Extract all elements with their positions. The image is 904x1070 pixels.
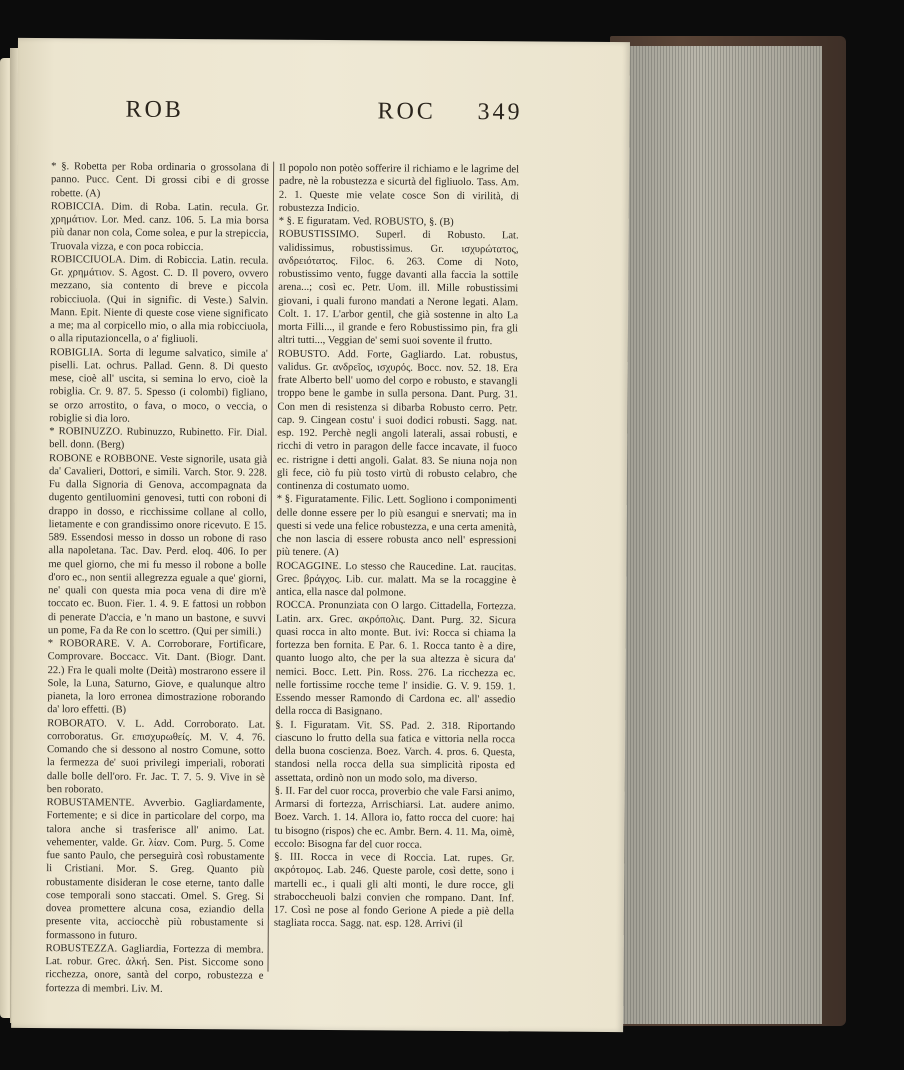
column-divider <box>267 162 274 972</box>
entry-paragraph: * ROBORARE. V. A. Corroborare, Fortificare, Comprovare. Boccacc. Vit. Dant. (Biogr. Dant. 22.) Fra le quali molte (Deità) mostrarono essere il Sole, la Luna, Saturno, Giove, e qualunque altro pianeta, la loro erronea dimostrazione roborando da' loro effetti. (B) <box>47 638 266 716</box>
entry-paragraph: ROBUSTISSIMO. Superl. di Robusto. Lat. validissimus, robustissimus. Gr. ισχυρώτατος, ανδρειότατος. Filoc. 6. 263. Come di Noto, robustissimo vento, fugge davanti alla faccia la sottile arena...; così ec. Petr. Uom. ill. Mille robustissimi giovani, i quali furono mandati a Nerone legati. Alam. Colt. 1. 17. L'arbor gentil, che già sostenne in alto La morta Filli..., il grande e fero Robustissimo pin, fra gli altri tutti..., Veggian de' semi suoi sovente il frutto. <box>277 228 519 348</box>
page-block-edges <box>612 46 822 1024</box>
entry-paragraph: §. II. Far del cuor rocca, proverbio che vale Farsi animo, Armarsi di fortezza, Arrischiarsi. Lat. audere animo. Boez. Varch. 1. 14. Allora io, fatto rocca del cuore: hai tu bisogno (rispos) che ec. Ambr. Bern. 4. 11. Ma, oimè, eccolo: Bisogna far del cuor rocca. <box>274 785 515 851</box>
entry-paragraph: * §. Figuratamente. Filic. Lett. Sogliono i componimenti delle donne essere per lo più esangui e snervati; ma in questi si vede una felice robustezza, e una certa amenità, che non lascia di essere robusta anco nell' espressioni più tenere. (A) <box>276 493 517 559</box>
entry-paragraph: ROBORATO. V. L. Add. Corroborato. Lat. corroboratus. Gr. επισχυρωθείς. M. V. 4. 76. Comando che si dessono al nostro Comune, sotto la fermezza de' suoi privilegi imperiali, roborati dalle bolle dell'oro. Fr. Jac. T. 7. 5. 9. Vive in sè ben roborato. <box>46 717 266 796</box>
header-right-guideword: ROC <box>377 98 436 125</box>
entry-paragraph: Il popolo non potèo sofferire il richiamo e le lagrime del padre, nè la robustezza e sicurtà del figliuolo. Tass. Am. 2. 1. Queste mie velate cosce Son di virilità, di robustezza Indicio. <box>278 162 520 215</box>
entry-paragraph: ROBICCIA. Dim. di Roba. Latin. recula. Gr. χρημάτιον. Lor. Med. canz. 106. 5. La mia borsa più danar non cola, Come solea, e pur la strepiccia, Truovala vizza, e con poca robiccia. <box>50 200 269 253</box>
entry-paragraph: ROBICCIUOLA. Dim. di Robiccia. Latin. recula. Gr. χρημάτιον. S. Agost. C. D. Il povero, ovvero mezzano, sia contento di breve e piccola robicciuola. (Qui in signific. di Veste.) Salvin. Mann. Epit. Niente di queste cose viene significato a me; ma al corpicello mio, o alla mia robicciuola, o alla riputazioncella, o a' figliuoli. <box>49 253 269 346</box>
entry-paragraph: ROBUSTAMENTE. Avverbio. Gagliardamente, Fortemente; e si dice in particolare del corpo, ma talora anche si trasferisce all' animo. Lat. vehementer, valde. Gr. λίαν. Com. Purg. 5. Come fue santo Paulo, che perseguirà così robustamente li Cristiani. Mor. S. Greg. Quanto più robustamente disideran le cose eterne, tanto dalle cose temporali sono staccati. Omel. S. Greg. Si dovea promettere alcuna cosa, eziandio della presente vita, acciocchè più robustamente si formassono in futuro. <box>45 797 265 942</box>
entry-paragraph: ROBUSTO. Add. Forte, Gagliardo. Lat. robustus, validus. Gr. ανδρεῖος, ισχυρός. Bocc. nov. 52. 18. Era frate Alberto bell' uomo del corpo e robusto, e stavangli troppo bene le gambe in sulla persona. Dant. Purg. 31. Con men di resistenza si dibarba Robusto cerro. Petr. cap. 9. Cingean costu' i suoi dodici robusti. Sagg. nat. esp. 192. Perchè negli angoli laterali, assai robusti, e ricchi di vetro in paragon delle facce incavate, il fuoco ec. ristrigne i detti angoli. Galat. 83. Se niuna noja non gli fece, ciò fu più tosto virtù di robusto celabro, che continenza di costumato uomo. <box>276 348 518 493</box>
entry-paragraph: ROBUSTEZZA. Gagliardia, Fortezza di membra. Lat. robur. Grec. ἀλκή. Sen. Pist. Siccome sono ricchezza, onore, santà del corpo, robustezza e fortezza di membri. Liv. M. <box>45 942 264 995</box>
entry-paragraph: * §. E figuratam. Ved. ROBUSTO, §. (B) <box>278 215 454 228</box>
entry-paragraph: ROCAGGINE. Lo stesso che Raucedine. Lat. raucitas. Grec. βράγχος. Lib. cur. malatt. Ma se la rocaggine è antica, ella nasce dal polmone. <box>276 560 517 599</box>
page-number: 349 <box>477 99 523 126</box>
entry-paragraph: §. I. Figuratam. Vit. SS. Pad. 2. 318. Riportando ciascuno lo frutto della sua fatica e vittoria nella rocca della buona coscienza. Boez. Varch. 4. pros. 6. Questa, standosi nella rocca della sua simplicità riposta ed assettata, ordinò non un modo solo, ma diverso. <box>274 719 516 785</box>
entry-paragraph: ROBIGLIA. Sorta di legume salvatico, simile a' piselli. Lat. ochrus. Pallad. Genn. 8. Di questo mese, cioè all' uscita, si semina lo ervo, cioè la robiglia. Cr. 9. 87. 5. Spesso (i colombi) figliano, se orzo arrostito, o fava, o moco, o veccia, o robiglie si dia loro. <box>49 346 268 425</box>
entry-paragraph: ROCCA. Pronunziata con O largo. Cittadella, Fortezza. Latin. arx. Grec. ακρόπολις. Dant. Purg. 32. Sicura quasi rocca in alto monte. But. ivi: Rocca si chiama la fortezza ben fornita. E Par. 6. 1. Rocca tanto è a dire, quanto luogo alto, che per la sua altezza è sicura da' nemici. Bocc. Lett. Pin. Ross. 276. La ricchezza ec. nelle fortissime rocche teme l' insidie. G. V. 9. 159. 1. Essendo messer Ramondo di Cardona ec. all' assedio della rocca di Basignano. <box>275 599 517 718</box>
left-column <box>45 160 269 996</box>
entry-paragraph: * ROBINUZZO. Rubinuzzo, Rubinetto. Fir. Dial. bell. donn. (Berg) <box>49 426 268 451</box>
entry-paragraph: * §. Robetta per Roba ordinaria o grossolana di panno. Pucc. Cent. Di grossi cibi e di grosse robette. (A) <box>50 161 270 199</box>
dictionary-page <box>11 38 630 1032</box>
running-header <box>17 96 629 140</box>
entry-paragraph: §. III. Rocca in vece di Roccia. Lat. rupes. Gr. ακρότομος. Lab. 246. Queste parole, così dette, sono i martelli ec., i quali gli alti monti, le dure rocce, gli straboccheuoli balzi convien che rompano. Dant. Inf. 17. Così ne pose al fondo Gerione A piede a piè della stagliata rocca. Sagg. nat. esp. 128. Arrivi (il <box>273 851 515 931</box>
right-column <box>274 162 519 932</box>
header-left-guideword: ROB <box>125 96 184 124</box>
entry-paragraph: ROBONE e ROBBONE. Veste signorile, usata già da' Cavalieri, Dottori, e simili. Varch. Stor. 9. 228. Fu dalla Signoria di Genova, accompagnata da dugento gentiluomini genovesi, tutti con roboni di drappo in dosso, e ricchissime collane al collo, lietamente e con grandissimo onore ricevuto. E 15. 589. Essendosi messo in dosso un robone di raso alla napoletana. Tac. Dav. Perd. eloq. 406. Io per me quel giorno, che mi fu messo il robone a bolle d'oro ec., non sentii allegrezza eguale a que' giorni, ne' quali con questa mia poca vena di dire m'è toccato ec. Buon. Fier. 1. 4. 9. E fattosi un robbon di penerate D'accia, e 'n mano un bastone, e suvvi un pome, Fa da Re con lo scettro. (Qui per simili.) <box>47 452 268 638</box>
